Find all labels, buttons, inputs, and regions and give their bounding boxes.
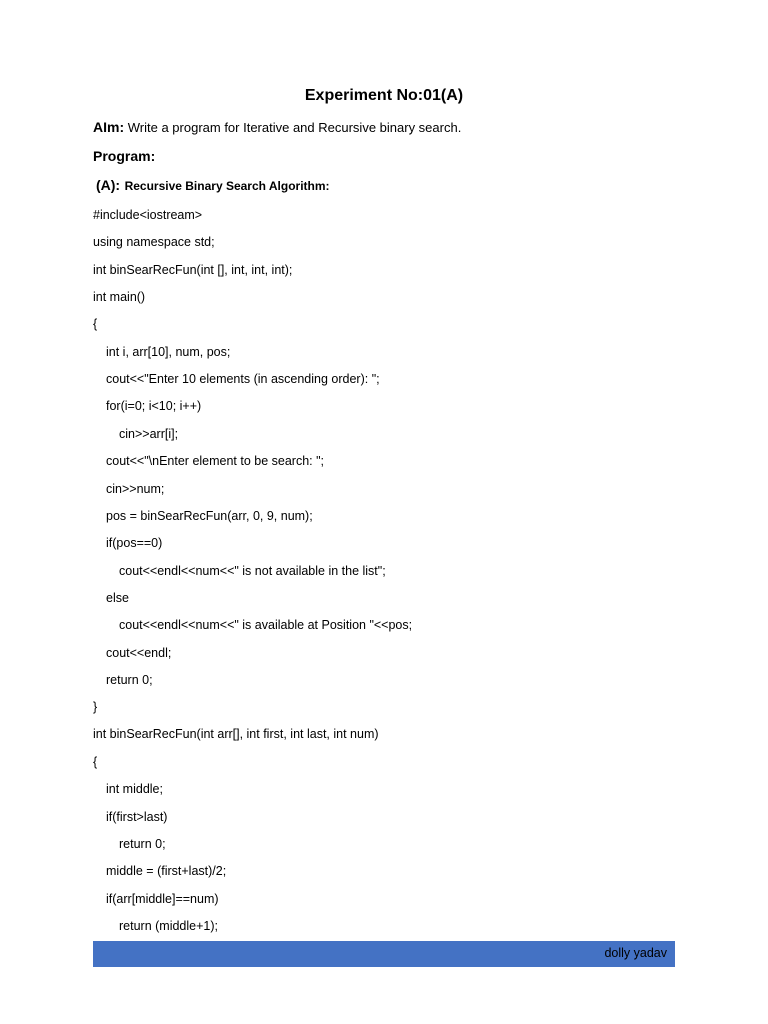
code-line: else bbox=[106, 591, 129, 605]
code-line: cin>>num; bbox=[106, 482, 165, 496]
code-line: cout<<endl<<num<<" is not available in the list"; bbox=[119, 564, 386, 578]
code-line: cin>>arr[i]; bbox=[119, 427, 179, 441]
aim-label: AIm: bbox=[93, 119, 125, 135]
code-line: int binSearRecFun(int [], int, int, int); bbox=[93, 263, 293, 277]
code-line: { bbox=[93, 317, 98, 331]
section-tag: (A): bbox=[96, 177, 121, 193]
code-line: #include<iostream> bbox=[93, 208, 203, 222]
code-line: for(i=0; i<10; i++) bbox=[106, 399, 202, 413]
code-line: cout<<"Enter 10 elements (in ascending order): "; bbox=[106, 372, 380, 386]
code-line: { bbox=[93, 755, 98, 769]
code-line: int middle; bbox=[106, 782, 163, 796]
code-line: if(first>last) bbox=[106, 810, 168, 824]
footer-author: dolly yadav bbox=[604, 946, 667, 960]
code-line: int binSearRecFun(int arr[], int first, int last, int num) bbox=[93, 727, 379, 741]
footer-bar bbox=[93, 941, 675, 967]
code-line: } bbox=[93, 700, 98, 714]
code-line: return 0; bbox=[119, 837, 166, 851]
code-line: cout<<endl; bbox=[106, 646, 172, 660]
code-line: using namespace std; bbox=[93, 235, 215, 249]
code-line: cout<<"\nEnter element to be search: "; bbox=[106, 454, 325, 468]
aim-line bbox=[93, 119, 461, 135]
code-line: int main() bbox=[93, 290, 146, 304]
section-heading bbox=[96, 177, 330, 195]
code-line: int i, arr[10], num, pos; bbox=[106, 345, 231, 359]
program-label: Program: bbox=[93, 148, 156, 164]
section-title: Recursive Binary Search Algorithm: bbox=[124, 179, 330, 193]
code-line: pos = binSearRecFun(arr, 0, 9, num); bbox=[106, 509, 313, 523]
code-line: if(arr[middle]==num) bbox=[106, 892, 219, 906]
code-line: if(pos==0) bbox=[106, 536, 163, 550]
code-line: return 0; bbox=[106, 673, 153, 687]
code-line: cout<<endl<<num<<" is available at Position "<<pos; bbox=[119, 618, 413, 632]
code-line: middle = (first+last)/2; bbox=[106, 864, 227, 878]
aim-text: Write a program for Iterative and Recursive binary search. bbox=[127, 120, 462, 135]
code-line: return (middle+1); bbox=[119, 919, 218, 933]
page-title: Experiment No:01(A) bbox=[304, 87, 464, 104]
